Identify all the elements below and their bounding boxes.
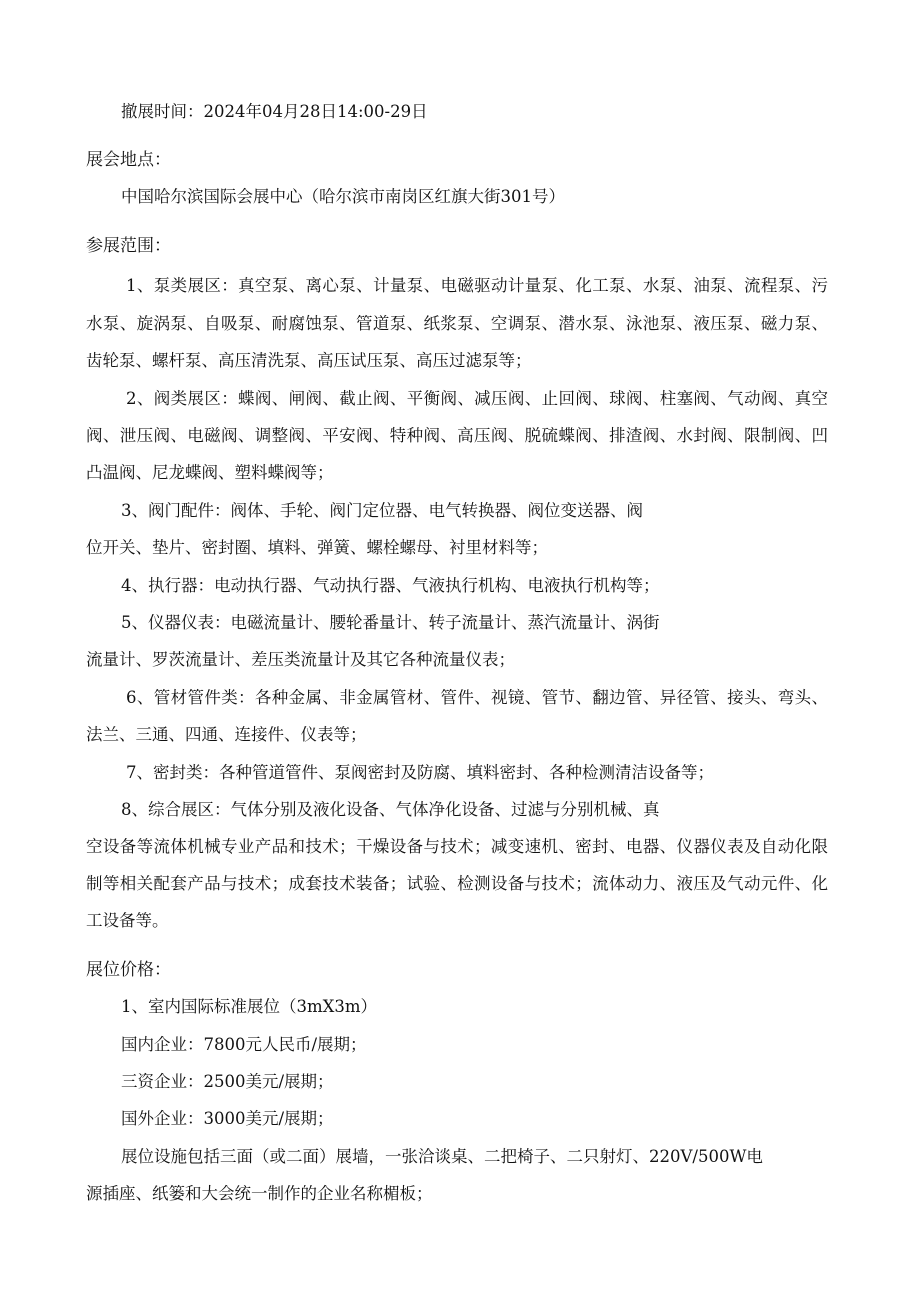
valve-zone-line-1: 2、阀类展区：蝶阀、闸阀、截止阀、平衡阀、减压阀、止回阀、球阀、柱塞阀、气动阀、真空 xyxy=(126,389,828,408)
price-domestic: 国内企业：7800元人民币/展期； xyxy=(121,1035,367,1054)
facilities-line-2: 源插座、纸篓和大会统一制作的企业名称楣板； xyxy=(86,1184,433,1203)
instruments-line-1: 5、仪器仪表：电磁流量计、腰轮番量计、转子流量计、蒸汽流量计、涡街 xyxy=(121,613,660,632)
general-zone-line-3: 制等相关配套产品与技术；成套技术装备；试验、检测设备与技术；流体动力、液压及气动元件、化 xyxy=(86,874,828,893)
general-zone-line-2: 空设备等流体机械专业产品和技术；干燥设备与技术；减变速机、密封、电器、仪器仪表及自动化限 xyxy=(86,837,828,856)
facilities-line-1: 展位设施包括三面（或二面）展墙，一张洽谈桌、二把椅子、二只射灯、220V/500W电 xyxy=(121,1147,763,1166)
venue-address: 中国哈尔滨国际会展中心（哈尔滨市南岗区红旗大街301号） xyxy=(121,187,565,206)
actuators-line: 4、执行器：电动执行器、气动执行器、气液执行机构、电液执行机构等； xyxy=(121,576,660,595)
teardown-time: 撤展时间：2024年04月28日14:00-29日 xyxy=(121,102,428,121)
valve-zone-line-2: 阀、泄压阀、电磁阀、调整阀、平安阀、特种阀、高压阀、脱硫蝶阀、排渣阀、水封阀、限制阀、凹 xyxy=(86,426,828,445)
pipes-line-2: 法兰、三通、四通、连接件、仪表等； xyxy=(86,725,367,744)
general-zone-line-4: 工设备等。 xyxy=(86,911,169,930)
price-foreign: 国外企业：3000美元/展期； xyxy=(121,1109,334,1128)
pump-zone-line-2: 水泵、旋涡泵、自吸泵、耐腐蚀泵、管道泵、纸浆泵、空调泵、潜水泵、泳池泵、液压泵、磁力泵、 xyxy=(86,314,828,333)
seals-line: 7、密封类：各种管道管件、泵阀密封及防腐、填料密封、各种检测清洁设备等； xyxy=(126,763,714,782)
scope-heading: 参展范围： xyxy=(86,236,171,256)
pipes-line-1: 6、管材管件类：各种金属、非金属管材、管件、视镜、管节、翻边管、异径管、接头、弯头、 xyxy=(126,688,828,707)
pump-zone-line-3: 齿轮泵、螺杆泵、高压清洗泵、高压试压泵、高压过滤泵等； xyxy=(86,351,532,370)
pump-zone-line-1: 1、泵类展区：真空泵、离心泵、计量泵、电磁驱动计量泵、化工泵、水泵、油泵、流程泵、污 xyxy=(126,276,828,295)
valve-parts-line-1: 3、阀门配件：阀体、手轮、阀门定位器、电气转换器、阀位变送器、阀 xyxy=(121,501,643,520)
instruments-line-2: 流量计、罗茨流量计、差压类流量计及其它各种流量仪表； xyxy=(86,650,515,669)
booth-type: 1、室内国际标准展位（3mX3m） xyxy=(121,997,378,1016)
valve-parts-line-2: 位开关、垫片、密封圈、填料、弹簧、螺栓螺母、衬里材料等； xyxy=(86,538,548,557)
price-heading: 展位价格： xyxy=(86,960,171,980)
price-joint-venture: 三资企业：2500美元/展期； xyxy=(121,1072,334,1091)
general-zone-line-1: 8、综合展区：气体分别及液化设备、气体净化设备、过滤与分别机械、真 xyxy=(121,800,660,819)
venue-heading: 展会地点： xyxy=(86,150,171,170)
valve-zone-line-3: 凸温阀、尼龙蝶阀、塑料蝶阀等； xyxy=(86,463,334,482)
